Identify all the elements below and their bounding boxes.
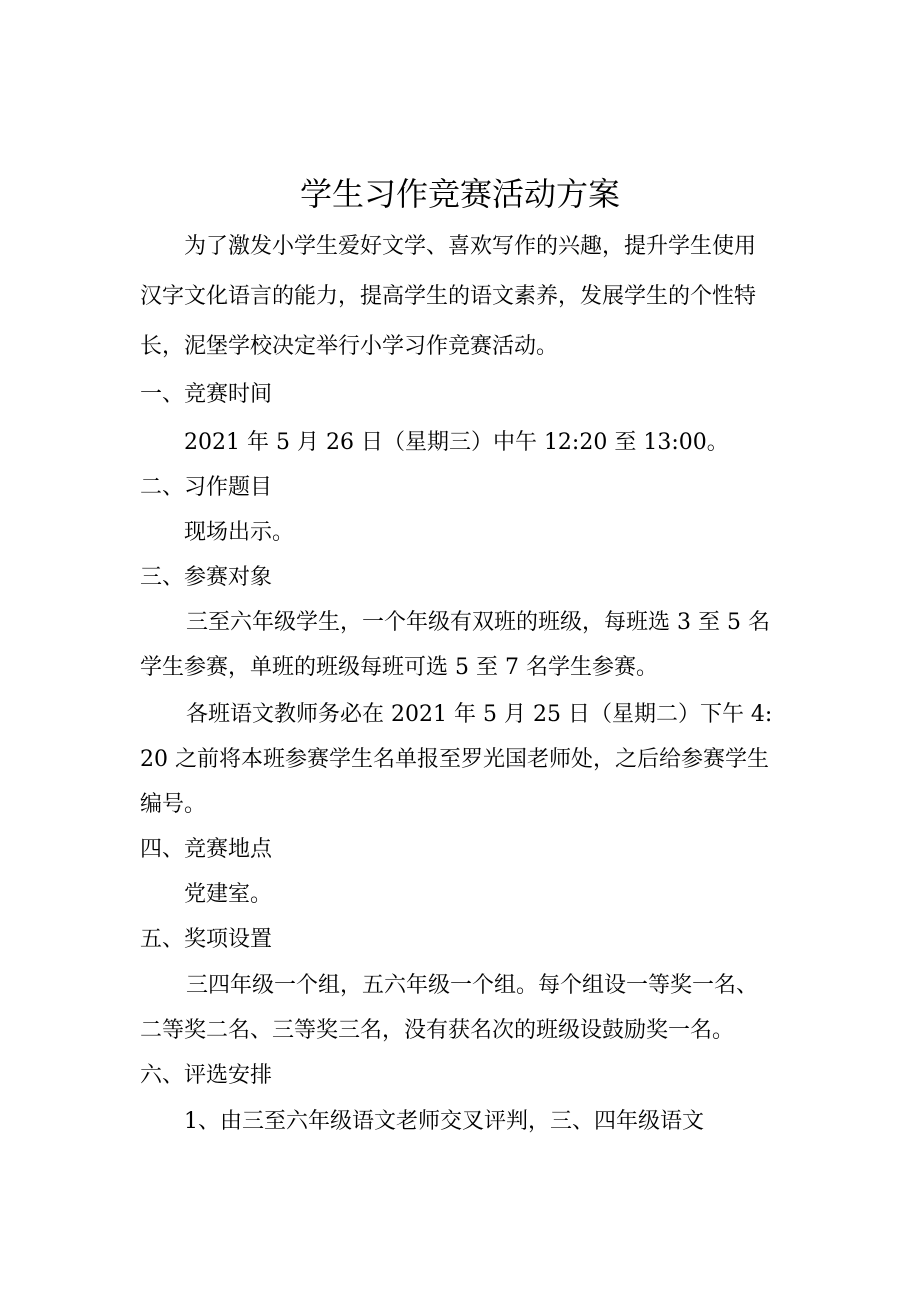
document-title: 学生习作竞赛活动方案: [299, 175, 620, 213]
section-text: 学生参赛，单班的班级每班可选 5 至 7 名学生参赛。: [140, 655, 658, 680]
section-heading-evaluation: 六、评选安排: [140, 1063, 273, 1088]
section-text: 2021 年 5 月 26 日（星期三）中午 12:20 至 13:00。: [184, 430, 729, 455]
section-text: 编号。: [140, 792, 207, 817]
section-text: 现场出示。: [184, 520, 295, 545]
intro-line: 长，泥堡学校决定举行小学习作竞赛活动。: [140, 334, 559, 359]
section-text: 1、由三至六年级语文老师交叉评判，三、四年级语文: [184, 1109, 704, 1134]
section-text: 党建室。: [184, 882, 273, 907]
section-heading-time: 一、竞赛时间: [140, 382, 273, 407]
section-text: 三四年级一个组，五六年级一个组。每个组设一等奖一名、: [186, 973, 759, 998]
intro-line: 汉字文化语言的能力，提高学生的语文素养，发展学生的个性特: [140, 284, 757, 309]
section-heading-location: 四、竞赛地点: [140, 837, 273, 862]
intro-line: 为了激发小学生爱好文学、喜欢写作的兴趣，提升学生使用: [184, 234, 757, 259]
section-heading-participants: 三、参赛对象: [140, 565, 273, 590]
section-text: 20 之前将本班参赛学生名单报至罗光国老师处，之后给参赛学生: [140, 747, 769, 772]
section-heading-topic: 二、习作题目: [140, 475, 273, 500]
section-heading-awards: 五、奖项设置: [140, 927, 273, 952]
section-text: 三至六年级学生，一个年级有双班的班级，每班选 3 至 5 名: [186, 610, 770, 635]
section-text: 各班语文教师务必在 2021 年 5 月 25 日（星期二）下午 4:: [186, 702, 773, 727]
section-text: 二等奖二名、三等奖三名，没有获名次的班级设鼓励奖一名。: [140, 1018, 735, 1043]
